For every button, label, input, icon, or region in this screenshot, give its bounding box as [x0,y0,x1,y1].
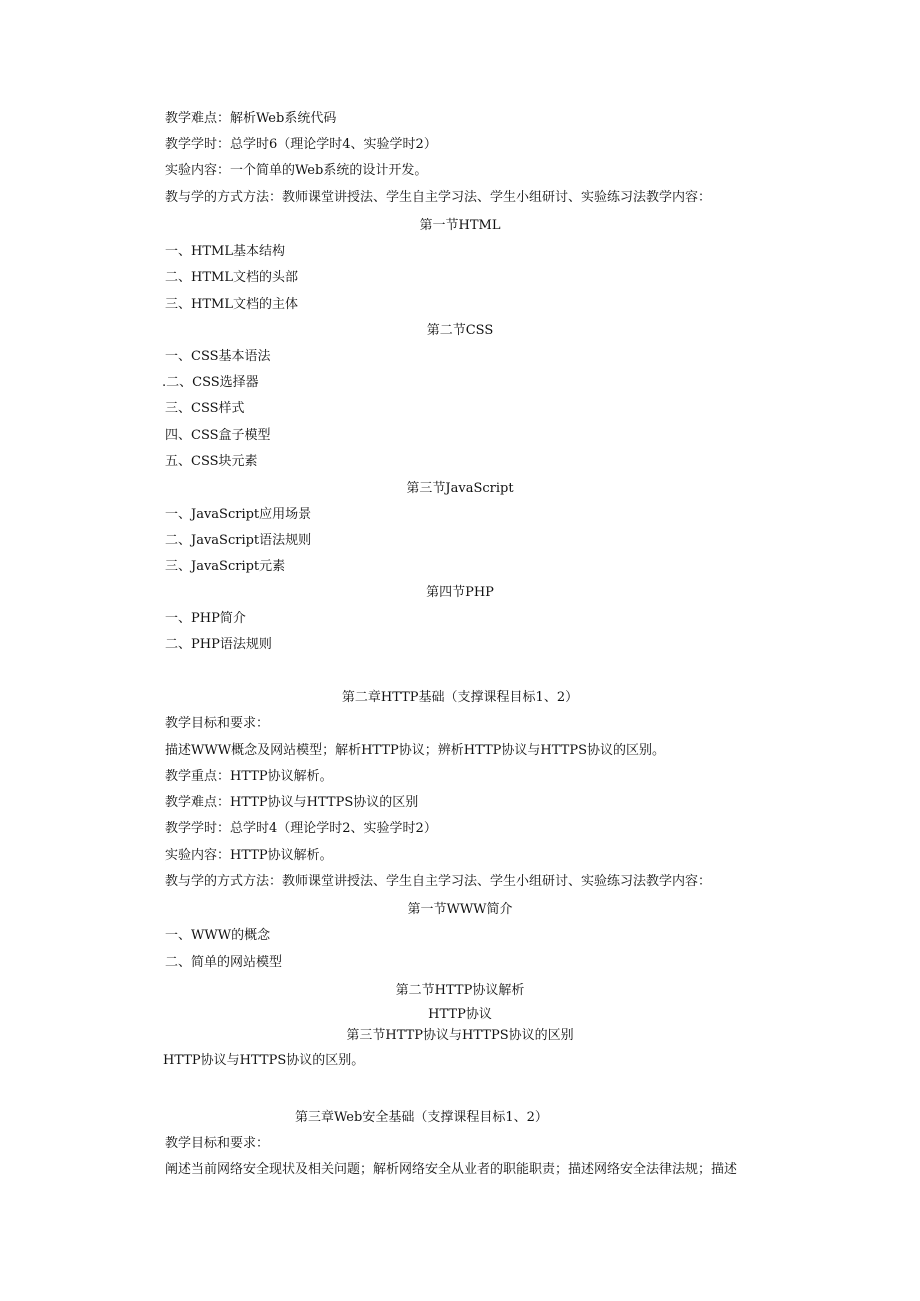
text-line: 教学学时：总学时4（理论学时2、实验学时2） [165,821,437,836]
text-line: 描述WWW概念及网站模型；解析HTTP协议；辨析HTTP协议与HTTPS协议的区别。 [165,743,665,758]
text-line: 实验内容：HTTP协议解析。 [165,848,333,863]
text-line-centered: HTTP协议 [428,1007,492,1022]
text-line: 二、JavaScript语法规则 [165,533,312,548]
text-line: 教与学的方式方法：教师课堂讲授法、学生自主学习法、学生小组研讨、实验练习法教学内容： [165,190,712,205]
text-line: 一、JavaScript应用场景 [165,507,312,522]
section-heading: 第三节JavaScript [406,481,514,496]
text-line: 教学目标和要求： [165,1136,270,1151]
text-line: 一、WWW的概念 [165,928,271,943]
text-line: 二、简单的网站模型 [165,955,283,970]
section-heading: 第二节HTTP协议解析 [395,983,525,998]
text-line: 四、CSS盒子模型 [165,428,271,443]
text-line: 三、HTML文档的主体 [165,297,298,312]
text-line: 教学目标和要求： [165,716,270,731]
chapter-heading: 第二章HTTP基础（支撑课程目标1、2） [341,690,579,705]
section-heading: 第三节HTTP协议与HTTPS协议的区别 [346,1028,574,1043]
text-line: 五、CSS块元素 [165,454,258,469]
text-line: 二、PHP语法规则 [165,637,272,652]
text-line: 教学难点：HTTP协议与HTTPS协议的区别 [165,795,419,810]
text-line: 教学学时：总学时6（理论学时4、实验学时2） [165,137,437,152]
text-line: 教学难点：解析Web系统代码 [165,111,337,126]
section-heading: 第一节HTML [419,218,501,233]
section-heading: 第二节CSS [426,323,494,338]
section-heading: 第一节WWW简介 [407,902,513,917]
text-line: .二、CSS选择器 [162,375,259,390]
text-line: 三、JavaScript元素 [165,559,286,574]
text-line: 一、CSS基本语法 [165,349,271,364]
text-line: 一、PHP简介 [165,611,246,626]
text-line: HTTP协议与HTTPS协议的区别。 [163,1053,365,1068]
text-line: 阐述当前网络安全现状及相关问题；解析网络安全从业者的职能职责；描述网络安全法律法规；描述 [165,1162,738,1177]
section-heading: 第四节PHP [426,585,494,600]
text-line: 教学重点：HTTP协议解析。 [165,769,333,784]
text-line: 实验内容：一个简单的Web系统的设计开发。 [165,163,428,178]
chapter-heading: 第三章Web安全基础（支撑课程目标1、2） [295,1110,548,1125]
text-line: 三、CSS样式 [165,401,245,416]
text-line: 二、HTML文档的头部 [165,270,298,285]
text-line: 一、HTML基本结构 [165,244,285,259]
text-line: 教与学的方式方法：教师课堂讲授法、学生自主学习法、学生小组研讨、实验练习法教学内容： [165,874,712,889]
